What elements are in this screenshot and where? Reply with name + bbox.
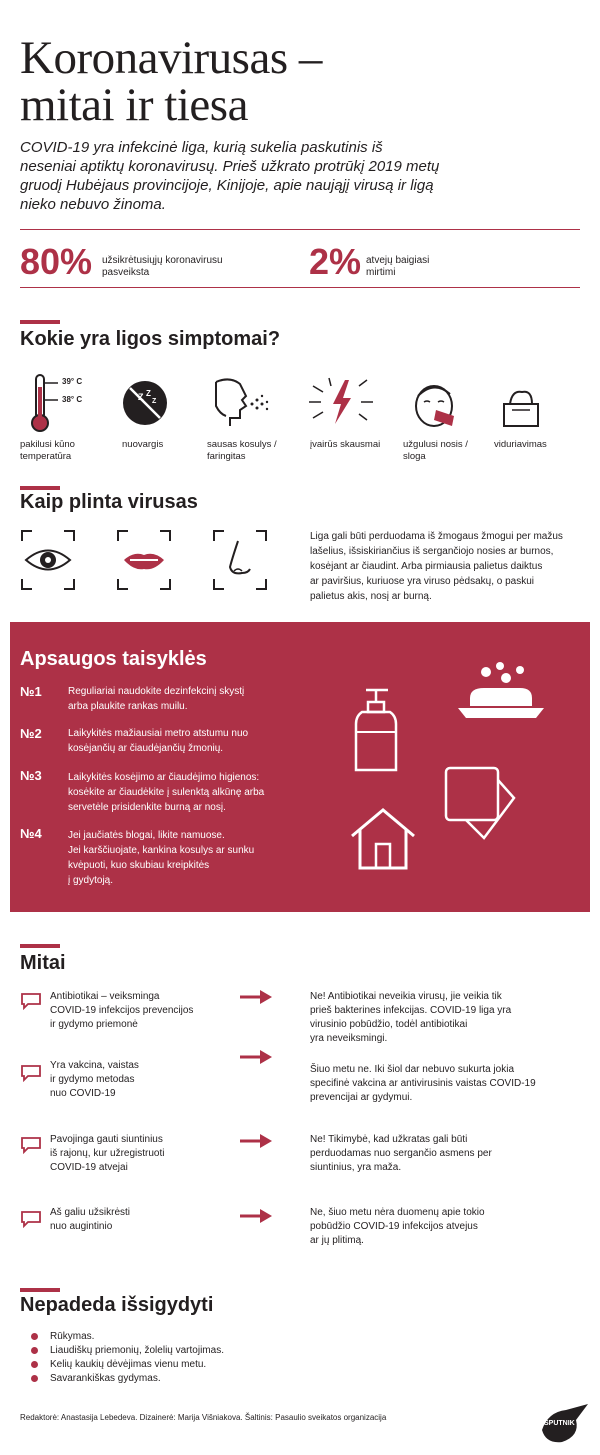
rule-1-number: №1 [20,684,42,699]
stats-bottom-rule [20,287,580,288]
speech-bubble-icon [20,1210,42,1228]
protection-panel [10,622,590,912]
list-bullet [31,1375,38,1382]
rule-3-text: Laikykitės kosėjimo ar čiaudėjimo higienos: kosėkite ar čiaudėkite į sulenktą alkūnę arba servetėle prisidenkite burną ar nosį. [68,772,265,813]
sanitizer-bottle-icon [348,684,404,776]
arrow-right-icon [240,1134,272,1148]
not-help-heading-bar [20,1288,60,1292]
napkin-icon [440,762,524,846]
stats-top-rule [20,229,580,230]
rule-2-number: №2 [20,726,42,741]
cough-icon [212,376,276,430]
stat-death-value: 2% [309,241,362,282]
thermometer-icon [20,373,100,435]
myth-1-text: Antibiotikai – veiksminga COVID-19 infekcijos prevencijos ir gydymo priemonė [50,991,194,1030]
symptoms-heading-bar [20,320,60,324]
rule-4-number: №4 [20,826,42,841]
symptom-fatigue-label: nuovargis [122,439,164,450]
myths-heading: Mitai [20,952,66,974]
title-line-2: mitai ir tiesa [20,79,248,131]
house-icon [348,804,418,874]
mouth-icon [116,529,172,591]
myth-3-text: Pavojinga gauti siuntinius iš rajonų, kur užregistruoti COVID-19 atvejai [50,1134,165,1173]
symptom-cough-label: sausas kosulys / faringitas [207,439,277,462]
soap-icon [450,658,550,728]
spread-text: Liga gali būti perduodama iš žmogaus žmogui per mažus lašelius, išsiskiriančius iš sergančiojo nosies ar burnos, kosėjant ar čiaudint. Arba pirmiausia palietus daiktus ar paviršius, kuriuose yra viruso pėdsakų, o paskui palietus akis, nosį ar burną. [310,531,563,602]
truth-4-text: Ne, šiuo metu nėra duomenų apie tokio pobūdžio COVID-19 infekcijos atvejus ar jų plitimą. [310,1207,485,1246]
list-item: Rūkymas. [50,1331,95,1342]
myth-4-text: Aš galiu užsikrėsti nuo augintinio [50,1207,131,1232]
speech-bubble-icon [20,992,42,1010]
symptom-fever-label: pakilusi kūno temperatūra [20,439,75,462]
rule-4-text: Jei jaučiatės blogai, likite namuose. Jei karščiuojate, kankina kosulys ar sunku kvėpuoti, kuo skubiau kreipkitės į gydytoją. [68,830,255,886]
svg-text:Z: Z [146,389,151,398]
page-title [20,32,580,131]
svg-text:Z: Z [138,392,144,402]
list-item: Kelių kaukių dėvėjimas vienu metu. [50,1359,207,1370]
svg-text:Z: Z [152,398,157,405]
not-help-heading: Nepadeda išsigydyti [20,1294,214,1316]
symptom-nose-label: užgulusi nosis / sloga [403,439,468,462]
truth-1-text: Ne! Antibiotikai neveikia virusų, jie veikia tik prieš bakterines infekcijas. COVID-19 liga yra virusinio pobūdžio, todėl antibiotikai yra neveiksmingi. [310,991,512,1044]
rule-1-text: Reguliariai naudokite dezinfekcinį skystį arba plaukite rankas muilu. [68,686,245,712]
list-bullet [31,1361,38,1368]
title-line-1: Koronavirusas – [20,32,322,84]
rule-3-number: №3 [20,768,42,783]
list-item: Savarankiškas gydymas. [50,1373,161,1384]
speech-bubble-icon [20,1136,42,1154]
sick-face-icon [410,378,462,430]
list-item: Liaudiškų priemonių, žolelių vartojimas. [50,1345,224,1356]
rule-2-text: Laikykitės mažiausiai metro atstumu nuo kosėjančių ar čiaudėjančių žmonių. [68,728,249,754]
symptom-diarrhea-label: viduriavimas [494,439,547,450]
stat-death-label: atvejų baigiasi mirtimi [366,255,430,278]
pain-lightning-icon [305,376,377,430]
spread-heading-bar [20,486,60,490]
spread-heading: Kaip plinta virusas [20,491,198,513]
nose-icon [212,529,268,591]
myth-2-text: Yra vakcina, vaistas ir gydymo metodas nuo COVID-19 [50,1060,139,1099]
arrow-right-icon [240,1050,272,1064]
list-bullet [31,1347,38,1354]
sputnik-logo [536,1402,592,1446]
myths-heading-bar [20,944,60,948]
temp-38-label: 38° C [62,395,83,404]
speech-bubble-icon [20,1064,42,1082]
stat-recovered-label: užsikrėtusiųjų koronavirusu pasveiksta [102,255,223,278]
tissue-box-icon [500,386,544,430]
intro-text: COVID-19 yra infekcinė liga, kurią sukelia paskutinis iš neseniai aptiktų koronavirusų. Prieš užkrato protrūkį 2019 metų gruodį Hubėjaus provincijoje, Kinijoje, apie naująjį virusą ir ligą nieko nebuvo žinoma. [20,139,440,213]
protection-heading: Apsaugos taisyklės [20,648,207,670]
arrow-right-icon [240,1209,272,1223]
list-bullet [31,1333,38,1340]
truth-3-text: Ne! Tikimybė, kad užkratas gali būti perduodamas nuo sergančio asmens per siuntinius, yra maža. [310,1134,492,1173]
temp-39-label: 39° C [62,377,83,386]
sputnik-logo-text: SPUTNIK [544,1420,575,1427]
protection-heading-bar [20,630,60,634]
stat-recovered-value: 80% [20,241,93,282]
eye-icon [20,529,76,591]
symptoms-heading: Kokie yra ligos simptomai? [20,328,281,350]
footer-credits: Redaktorė: Anastasija Lebedeva. Dizainerė: Marija Višniakova. Šaltinis: Pasaulio sveikatos organizacija [20,1413,387,1422]
arrow-right-icon [240,990,272,1004]
symptom-pain-label: įvairūs skausmai [310,439,381,450]
sleep-icon [120,378,170,428]
truth-2-text: Šiuo metu ne. Iki šiol dar nebuvo sukurta jokia specifinė vakcina ar antivirusinis vaistas COVID-19 prevencijai ar gydymui. [310,1064,536,1103]
